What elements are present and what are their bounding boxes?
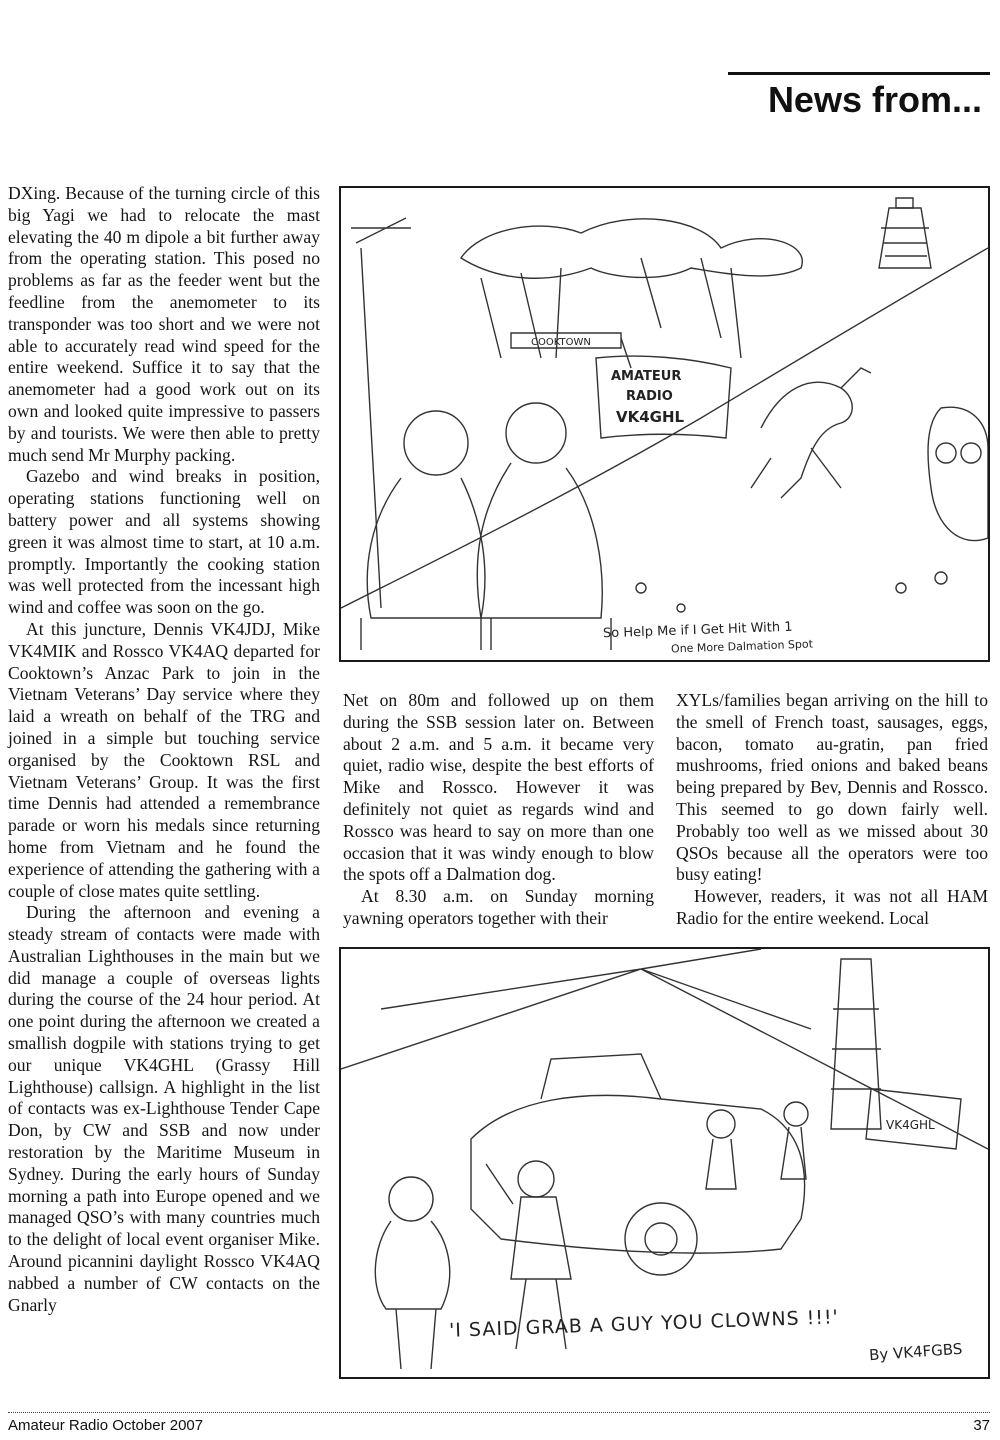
footer-publication: Amateur Radio October 2007 <box>8 1417 204 1434</box>
cartoon-caption-line: One More Dalmation Spot <box>670 637 814 656</box>
paragraph: At this juncture, Dennis VK4JDJ, Mike VK4MIK and Rossco VK4AQ departed for Cooktown’s Anzac Park to join in the Vietnam Veterans’ Day service where they laid a wreath on behalf of the TRG and joined in a simple but touching service organised by the Cooktown RSL and Vietnam Veterans’ Group. It was the first time Dennis had attended a remembrance parade or worn his medals since returning home from Vietnam and he found the experience of attending the gathering with a couple of close mates quite settling. <box>8 618 320 901</box>
section-header <box>728 72 990 127</box>
section-title: News from... <box>767 79 982 120</box>
page-number: 37 <box>973 1417 990 1434</box>
article-column-middle <box>343 690 654 930</box>
banner-line: VK4GHL <box>616 408 685 426</box>
paragraph: During the afternoon and evening a steady stream of contacts were made with Australian Lighthouses in the main but we did manage a couple of overseas lights during the course of the 24 hour period. At one point during the afternoon we created a smallish dogpile with stations trying to get our unique VK4GHL (Grassy Hill Lighthouse) callsign. A highlight in the list of contacts was ex-Lighthouse Tender Cape Don, by CW and SSB and now under restoration by the Maritime Museum in Sydney. During the early hours of Sunday morning a path into Europe opened and we managed QSO’s with many countries much to the delight of local event organiser Mike. Around picannini daylight Rossco VK4AQ nabbed a number of CW contacts on the Gnarly <box>8 902 320 1315</box>
paragraph: Gazebo and wind breaks in position, operating stations functioning well on battery power and all systems showing green it was almost time to start, at 10 a.m. promptly. Importantly the cooking station was well protected from the incessant high wind and coffee was soon on the go. <box>8 466 320 618</box>
footer-divider <box>8 1412 990 1413</box>
article-column-left <box>8 183 320 1316</box>
cartoon-illustration-bottom <box>339 947 990 1379</box>
sign-label: COOKTOWN <box>531 337 591 348</box>
hill-sign-text: VK4GHL <box>886 1118 935 1132</box>
cartoon-signature: By VK4FGBS <box>868 1339 963 1365</box>
banner-line: AMATEUR <box>611 369 682 384</box>
cartoon-caption-line: So Help Me if I Get Hit With 1 <box>602 619 793 642</box>
cartoon-illustration-top <box>339 186 990 662</box>
paragraph: DXing. Because of the turning circle of this big Yagi we had to relocate the mast elevating the 40 m dipole a bit further away from the operating station. This posed no problems as far as the feeder went but the feedline from the anemometer to its transponder was too short and we were not able to accurately read wind speed for the entire weekend. Suffice it to say that the anemometer had a good work out on its own and looked quite impressive to passers by and tourists. We were then able to pretty much send Mr Murphy packing. <box>8 183 320 465</box>
article-column-right <box>676 690 988 930</box>
paragraph: At 8.30 a.m. on Sunday morning yawning operators together with their <box>343 886 654 928</box>
paragraph: However, readers, it was not all HAM Radio for the entire weekend. Local <box>676 886 988 928</box>
cartoon-caption: 'I SAID GRAB A GUY YOU CLOWNS !!!' <box>448 1306 840 1342</box>
banner-line: RADIO <box>626 389 673 404</box>
paragraph: XYLs/families began arriving on the hill to the smell of French toast, sausages, eggs, bacon, tomato au-gratin, pan fried mushrooms, fried onions and baked beans being prepared by Bev, Dennis and Rossco. This seemed to go down fairly well. Probably too well as we missed about 30 QSOs because all the operators were too busy eating! <box>676 690 988 885</box>
cartoon-drawing-top <box>341 188 988 660</box>
paragraph: Net on 80m and followed up on them during the SSB session later on. Between about 2 a.m. and 5 a.m. it became very quiet, radio wise, despite the best efforts of Mike and Rossco. However it was definitely not quiet as regards wind and Rossco was heard to say on more than one occasion that it was windy enough to blow the spots off a Dalmation dog. <box>343 690 654 885</box>
